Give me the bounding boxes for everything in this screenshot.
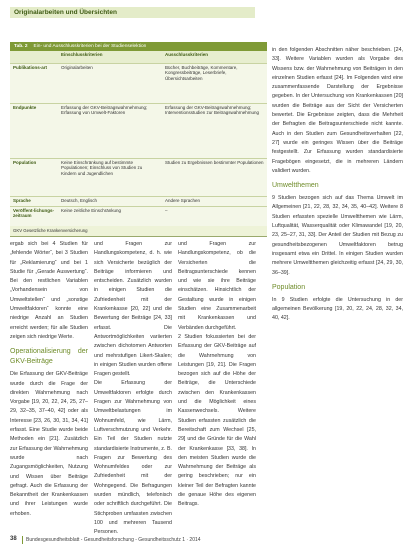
table-row (10, 158, 267, 196)
criteria-table (10, 42, 267, 237)
section-title: Originalarbeiten und Übersichten (14, 9, 117, 16)
footer-divider (22, 536, 23, 544)
table-row (10, 63, 267, 103)
subheading: Population (272, 283, 306, 291)
table-row-header: Population (10, 158, 58, 196)
table-label: Tab. 2 (14, 44, 28, 49)
table-row (10, 206, 267, 226)
table-cell: Deutsch, Englisch (58, 196, 162, 206)
subheading: Operationalisierung der GKV-Beiträge (10, 348, 88, 366)
table-row-header: Endpunkte (10, 103, 58, 158)
paragraph: 9 Studien bezogen sich auf das Thema Umwelt im Allgemeinen [21, 22, 28, 32, 34, 35, 40–42]. Weitere 8 Studien erfassten spezielle Umweltthemen wie Lärm, Luftqualität, Wasserqualität oder Klimawandel [19, 20, 23, 25–27, 31, 33]. Der Anteil der Studien mit Bezug zu gesundheitsbezogenen Umweltfaktoren betrug insgesamt etwa ein Drittel. In einigen Studien wurden mehrere Umweltthemen gleichzeitig erfasst [24, 29, 30, 36–39]. (272, 195, 403, 276)
table-row-header: Veröffent-lichungs-zeitraum (10, 206, 58, 226)
table-row-header: Publikations-art (10, 63, 58, 103)
table-cell: Andere Sprachen (162, 196, 267, 206)
paragraph: Die Erfassung der Umweltfaktoren erfolgte durch Fragen zur Wahrnehmung von Umweltbelastungen im Wohnumfeld, wie Lärm, Luftverschmutzung und Verkehr. Ein Teil der Studien nutzte standardisierte Instrumente, z. B. Fragen zur Bewertung des Wohnumfeldes oder zur Zufriedenheit mit der Wohngegend. Die Befragungen wurden mündlich, telefonisch oder schriftlich durchgeführt. Die Stichproben umfassten zwischen 100 und mehreren Tausend Personen. (94, 380, 172, 536)
table-row (10, 103, 267, 158)
table-header-cell: Einschlusskriterien (58, 51, 162, 63)
table-cell: Originalarbeiten (58, 63, 162, 103)
table-cell: Keine Einschränkung auf bestimmte Populationen; Einschluss von Studien zu Kindern und Jugendlichen (58, 158, 162, 196)
text-column-2 (94, 240, 172, 536)
paragraph: In 9 Studien erfolgte die Untersuchung in der allgemeinen Bevölkerung [19, 20, 22, 24, 28, 32, 34, 40, 42]. (272, 296, 403, 322)
table-header-cell (10, 51, 58, 63)
paragraph: und Fragen zur Handlungskompetenz, ob die Versicherten die Beitragsunterschiede kennen und wie sie ihre Beiträge einschätzen. Hinsichtlich der Gestaltung wurde in einigen Studien eine Zusammenarbeit mit Krankenkassen und Verbänden durchgeführt. (178, 241, 256, 331)
journal-citation: Bundesgesundheitsblatt - Gesundheitsforschung - Gesundheitsschutz 1 · 2014 (26, 537, 201, 543)
paragraph: 2 Studien fokussierten bei der Erfassung der GKV-Beiträge auf die Wahrnehmung von Leistungen [19, 21]. Die Fragen bezogen sich auf die Höhe der Beiträge, die Unterschiede zwischen den Krankenkassen und die Möglichkeit eines Kassenwechsels. Weitere Studien erfassten zusätzlich die Bereitschaft zum Wechsel [25, 29] und die Gründe für die Wahl der Krankenkasse [33, 38]. In den meisten Studien wurde die Wahrnehmung der Beiträge als gering beschrieben; nur ein kleiner Teil der Befragten kannte die genaue Höhe des eigenen Beitrags. (178, 333, 256, 508)
table-cell: – (162, 206, 267, 226)
table-caption (10, 42, 267, 51)
section-title-bar (10, 7, 255, 18)
table-header-row (10, 51, 267, 63)
text-column-3 (178, 240, 256, 520)
text-column-1 (10, 240, 88, 520)
paragraph: und Fragen zur Handlungskompetenz, d. h. wie sich Versicherte bezüglich der Beiträge informieren und entscheiden. Zusätzlich wurden in einigen Studien die Zufriedenheit mit der Krankenkasse [20, 22] und die Bewertung der Beiträge [24, 33] erfasst. Die Antwortmöglichkeiten variierten zwischen dichotomen Antworten und mehrstufigen Likert-Skalen; in einigen Studien wurden offene Fragen gestellt. (94, 241, 172, 378)
table-cell: Erfassung der GKV-Beitragswahrnehmung; Interventionsstudien zur Beitragswahrnehmung (162, 103, 267, 158)
table-cell: Keine zeitliche Einschränkung (58, 206, 162, 226)
page-footer (0, 534, 413, 550)
paragraph: Die Erfassung der GKV-Beiträge wurde durch die Frage der direkten Wahrnehmung nach Vorgabe [19, 20, 22, 24, 25, 27–29, 32–35, 37–40, 42] oder als Interesse [23, 26, 30, 31, 34, 41] erfasst. Eine Studie wurde beide Methoden ein [21]. Zusätzlich zur Erfassung der Wahrnehmung wurde nach Zugangsmöglichkeiten, Nutzung und Wissen über Beiträge gefragt. Auch die Erfassung der Bekanntheit der Krankenkassen und ihrer Leistungen wurde erhoben. (10, 371, 88, 517)
table-cell: Studien zu Ergebnissen bestimmter Populationen (162, 158, 267, 196)
table-header-cell: Ausschlusskriterien (162, 51, 267, 63)
table-cell: Erfassung der GKV-Beitragswahrnehmung; Erfassung von Umwelt-Faktoren (58, 103, 162, 158)
table-footnote: GKV Gesetzliche Krankenversicherung (10, 226, 267, 236)
table-row (10, 196, 267, 206)
criteria-table-grid (10, 51, 267, 227)
table-caption-text: Ein- und Ausschlusskriterien bei der Studienselektion (33, 44, 147, 49)
page-number: 38 (10, 536, 17, 542)
paragraph: in den folgenden Abschnitten näher beschrieben. [24, 33]. Weitere Variablen wurden als Vorgabe des Wissens bzw. der Wahrnehmung von Beiträgen in den einzelnen Studien erfasst [24]. Im Folgenden wird eine zusammenfassende Darstellung der Ergebnisse gegeben. In der Untersuchung von Krankenkassen [20] wurden die Beiträge aus der Sicht der Versicherten bewertet. Die Ergebnisse zeigten, dass die Mehrheit der Befragten die Beitragsunterschiede nicht kannte. Auch in den Studien zum Gesundheitsverhalten [22, 27] wurde ein geringes Wissen über die Beiträge festgestellt. Zur Erfassung wurden standardisierte Fragebögen eingesetzt, die in mehreren Ländern validiert wurden. (272, 47, 403, 174)
subheading: Umweltthemen (272, 182, 319, 190)
table-row-header: Sprache (10, 196, 58, 206)
table-cell: Bücher, Buchbeiträge, Kommentare, Kongressbeiträge, Leserbriefe, Übersichtsarbeiten (162, 63, 267, 103)
paragraph: ergab sich bei 4 Studien für „fehlende Wörter“, bei 3 Studien für „Reklamierung“ und bei 1 Studie für „Gerade Auswertung“. Bei den restlichen Variablen „Vorhandensein von Umweltstellen“ und „sonstige Umweltfaktoren“ konnte eine niedrige Anzahl an Studien erreicht werden; für alle Studien zeigen sich niedrige Werte. (10, 241, 88, 340)
text-column-4 (272, 46, 403, 521)
